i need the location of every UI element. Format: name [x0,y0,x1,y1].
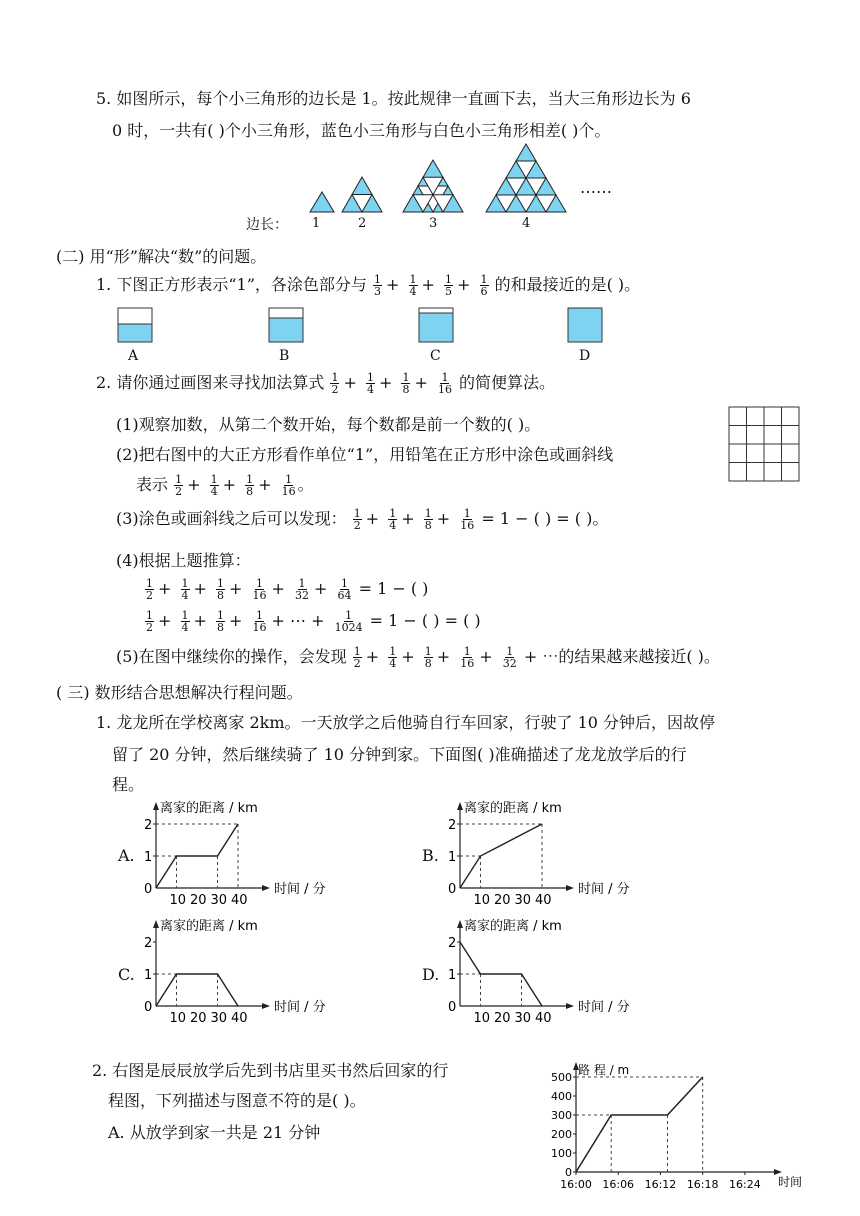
route-chart [526,1060,803,1210]
size-label-1: 1 [312,216,321,231]
y-tick-label: 1 [144,968,153,983]
y-tick-label: 0 [448,1000,457,1015]
x-tick-label: 10 [169,893,187,908]
option-squares [116,306,616,346]
x-tick-label: 30 [514,1011,532,1026]
x-tick-label: 30 [210,893,228,908]
y-axis-arrow [457,802,463,810]
y-axis-label: 离家的距离 / km [464,801,562,816]
y-tick-label: 2 [144,818,153,833]
x-tick-label: 20 [190,1011,207,1026]
y-tick-label: 0 [144,882,153,897]
x-tick-label: 10 [169,1011,187,1026]
size-label-2: 2 [358,216,367,231]
graph-b [444,800,644,906]
y-tick-label: 2 [144,936,153,951]
x-axis-label: 时间 / 分 [578,882,630,897]
y-tick-label: 1 [448,850,457,865]
x-axis-arrow [262,1003,270,1009]
x-tick-label: 40 [535,1011,552,1026]
graph-a [140,800,326,908]
sec2-p4: (4)根据上题推算： [116,551,251,570]
size-label-4: 4 [522,216,531,231]
y-tick-label: 200 [551,1128,572,1141]
sec2-p4b: $\frac{1}{2}$ + $\frac{1}{4}$ + $\frac{1}{8}$ + $\frac{1}{16}$ + ⋯ + $\frac{1}{1024}$ = 1 − ( ) = ( ) [146,609,481,634]
y-axis-label: 离家的距离 / km [160,801,258,816]
graph-d [444,918,644,1024]
sec2-p5: (5)在图中继续你的操作，会发现 $\frac{1}{2}$ + $\frac{1}{4}$ + $\frac{1}{8}$ + $\frac{1}{16}$ + $\frac{1}{32}$ + ⋯的结果越来越接近( )。 [116,645,720,670]
sec3-q1-line2: 留了 20 分钟，然后继续骑了 10 分钟到家。下面图( )准确描述了龙龙放学后的行 [112,745,687,764]
graph-letter-d[interactable]: D. [422,965,440,984]
sec2-q1: 1. 下图正方形表示“1”，各涂色部分与 $\frac{1}{3}$ + $\frac{1}{4}$ + $\frac{1}{5}$ + $\frac{1}{6}$ 的和最接近的是( )。 [96,273,641,298]
sec2-p4a: $\frac{1}{2}$ + $\frac{1}{4}$ + $\frac{1}{8}$ + $\frac{1}{16}$ + $\frac{1}{32}$ + $\frac{1}{64}$ = 1 − ( ) [146,577,429,602]
sec3-q2-line2: 程图，下列描述与图意不符的是( )。 [108,1091,366,1110]
route-line [576,1077,703,1172]
x-tick-label: 16:00 [560,1178,592,1191]
y-tick-label: 300 [551,1109,572,1122]
y-tick-label: 400 [551,1090,572,1103]
x-axis-label: 时间 / 分 [274,882,326,897]
x-tick-label: 40 [231,893,248,908]
x-tick-label: 10 [473,893,491,908]
y-tick-label: 100 [551,1147,572,1160]
y-tick-label: 0 [448,882,457,897]
x-tick-label: 30 [514,893,532,908]
size-label-3: 3 [429,216,438,231]
y-axis-label: 离家的距离 / km [160,919,258,934]
y-tick-label: 2 [448,936,457,951]
x-tick-label: 16:24 [729,1178,761,1191]
side-length-label: 边长： [246,217,288,233]
option-d[interactable]: D [579,348,591,364]
x-tick-label: 40 [231,1011,248,1026]
pattern-ellipsis: …… [580,178,612,197]
x-tick-label: 20 [494,893,511,908]
x-axis-arrow [566,885,574,891]
x-tick-label: 16:06 [602,1178,635,1191]
x-tick-label: 20 [494,1011,511,1026]
sec3-q2-option-a[interactable]: A. 从放学到家一共是 21 分钟 [108,1123,321,1142]
x-tick-label: 16:12 [644,1178,677,1191]
y-axis-label: 路 程 / m [578,1063,630,1077]
y-tick-label: 1 [448,968,457,983]
y-axis-label: 离家的距离 / km [464,919,562,934]
y-tick-label: 0 [144,1000,153,1015]
section3-heading: ( 三) 数形结合思想解决行程问题。 [56,683,303,702]
sec3-q2-line1: 2. 右图是辰辰放学后先到书店里买书然后回家的行 [92,1061,449,1080]
x-axis-label: 时间 / 分 [578,1000,630,1015]
sec2-p3: (3)涂色或画斜线之后可以发现： $\frac{1}{2}$ + $\frac{1}{4}$ + $\frac{1}{8}$ + $\frac{1}{16}$ = 1 − ( ) = ( )。 [116,507,609,532]
x-tick-label: 20 [190,893,207,908]
x-axis-arrow [262,885,270,891]
x-tick-label: 40 [535,893,552,908]
section2-heading: (二) 用“形”解决“数”的问题。 [56,247,267,266]
y-axis-arrow [457,920,463,928]
sec2-q2: 2. 请你通过画图来寻找加法算式 $\frac{1}{2}$ + $\frac{1}{4}$ + $\frac{1}{8}$ + $\frac{1}{16}$ 的简便算法。 [96,371,556,396]
y-tick-label: 2 [448,818,457,833]
option-a[interactable]: A [128,348,139,364]
option-b[interactable]: B [279,348,290,364]
y-tick-label: 1 [144,850,153,865]
x-axis-arrow [566,1003,574,1009]
unit-square-grid[interactable] [728,406,802,484]
y-axis-arrow [153,920,159,928]
option-c[interactable]: C [430,348,441,364]
y-tick-label: 0 [565,1166,572,1179]
y-tick-label: 500 [551,1071,572,1084]
q5-line1: 5. 如图所示，每个小三角形的边长是 1。按此规律一直画下去，当大三角形边长为 6 [96,89,691,108]
q5-line2: 0 时，一共有( )个小三角形，蓝色小三角形与白色小三角形相差( )个。 [112,121,611,140]
x-tick-label: 16:18 [686,1178,719,1191]
x-tick-label: 30 [210,1011,228,1026]
sec2-p2b: 表示 $\frac{1}{2}$ + $\frac{1}{4}$ + $\frac{1}{8}$ + $\frac{1}{16}$ 。 [136,473,314,498]
sec3-q1-line3: 程。 [112,775,145,794]
sec2-p1: (1)观察加数，从第二个数开始，每个数都是前一个数的( )。 [116,415,541,434]
graph-letter-c[interactable]: C. [118,965,135,984]
sec3-q1-line1: 1. 龙龙所在学校离家 2km。一天放学之后他骑自行车回家，行驶了 10 分钟后，因故停 [96,713,716,732]
x-tick-label: 10 [473,1011,491,1026]
graph-letter-a[interactable]: A. [118,846,135,865]
x-axis-label: 时间 / 分 [274,1000,326,1015]
graph-letter-b[interactable]: B. [422,846,439,865]
sec2-p2a: (2)把右图中的大正方形看作单位“1”，用铅笔在正方形中涂色或画斜线 [116,445,614,464]
distance-line [156,974,238,1006]
graph-c [140,918,326,1026]
y-axis-arrow [153,802,159,810]
x-axis-label: 时间 [778,1175,803,1189]
